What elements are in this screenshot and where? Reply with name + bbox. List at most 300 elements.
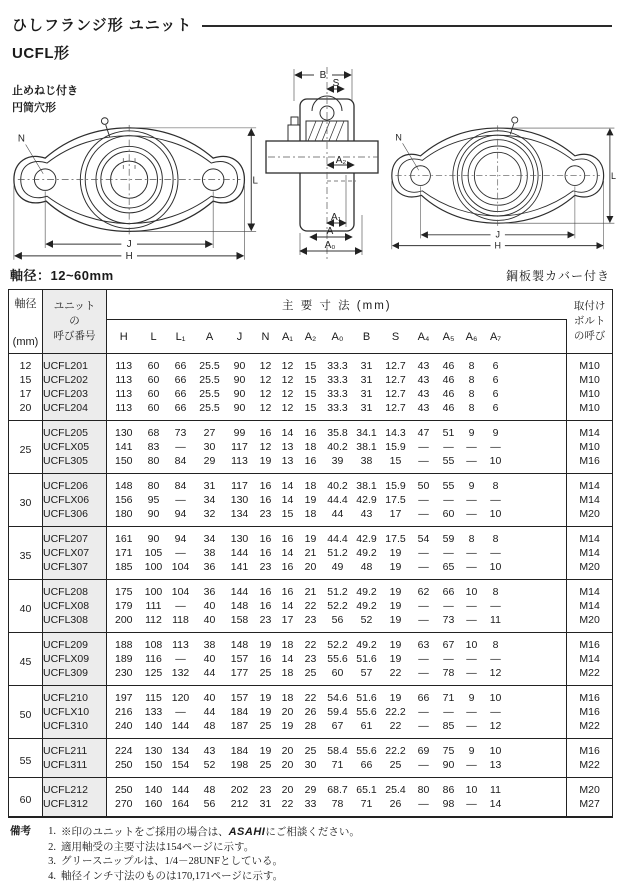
dimension-cell: —	[483, 546, 509, 560]
dimension-cell: 66	[167, 401, 195, 421]
shaft-diameter-cell: 45	[9, 633, 43, 686]
dimension-cell: 134	[225, 507, 255, 527]
dimension-cell: 99	[225, 421, 255, 441]
dimension-cell: 10	[461, 633, 483, 653]
dimension-cell: 240	[107, 719, 141, 739]
dimension-cell: 189	[107, 652, 141, 666]
dim-label-n: N	[395, 133, 401, 143]
dimension-cell: 12	[255, 354, 277, 374]
dimension-cell: 52	[195, 758, 225, 778]
dimension-cell: 12.7	[381, 354, 411, 374]
dimension-cell: 26	[381, 797, 411, 817]
table-row	[9, 546, 613, 560]
dimension-cell: 84	[167, 474, 195, 494]
table-row	[9, 739, 613, 759]
dimension-cell: —	[461, 440, 483, 454]
dimension-cell: 23	[255, 778, 277, 798]
dimension-cell: 19	[381, 599, 411, 613]
bolt-size-cell: M16	[567, 739, 613, 759]
dimension-cell: 23	[299, 652, 323, 666]
dimension-filler-cell	[509, 797, 567, 817]
dimension-cell: 9	[483, 421, 509, 441]
dimension-cell: 94	[167, 527, 195, 547]
unit-number-cell: UCFLX06	[43, 493, 107, 507]
dimension-cell: 65	[437, 560, 461, 580]
dimension-cell: —	[411, 719, 437, 739]
dimension-cell: 18	[277, 666, 299, 686]
unit-number-cell: UCFL206	[43, 474, 107, 494]
dim-label-a0: A₀	[325, 240, 336, 251]
variant-line-2: 円筒穴形	[12, 100, 78, 117]
dimension-cell: 150	[107, 454, 141, 474]
dimension-cell: 19	[381, 560, 411, 580]
dimension-cell: 158	[225, 613, 255, 633]
dim-col-header: A	[195, 320, 225, 354]
table-row	[9, 613, 613, 633]
dimension-cell: 10	[483, 686, 509, 706]
dimension-cell: 35.8	[323, 421, 353, 441]
dimension-cell: 6	[483, 354, 509, 374]
dimension-cell: 43	[411, 373, 437, 387]
dimension-cell: 19	[381, 633, 411, 653]
bolt-size-cell: M20	[567, 613, 613, 633]
front-view-cover-drawing	[388, 111, 620, 251]
dimension-filler-cell	[509, 613, 567, 633]
dimension-cell: 8	[461, 354, 483, 374]
dimension-cell: 154	[167, 758, 195, 778]
dimension-cell: 16	[299, 454, 323, 474]
bolt-size-cell: M14	[567, 599, 613, 613]
bolt-size-cell: M14	[567, 652, 613, 666]
note-head-spacer	[10, 855, 40, 870]
dimension-cell: 12	[255, 401, 277, 421]
dimension-cell: 46	[437, 373, 461, 387]
dimension-cell: 8	[461, 387, 483, 401]
dimension-cell: 68	[141, 421, 167, 441]
bolt-size-cell: M27	[567, 797, 613, 817]
unit-number-cell: UCFLX10	[43, 705, 107, 719]
dimension-filler-cell	[509, 373, 567, 387]
dimension-cell: 18	[299, 474, 323, 494]
dimension-cell: 16	[277, 560, 299, 580]
dimension-filler-cell	[509, 507, 567, 527]
dimension-cell: 90	[225, 354, 255, 374]
table-row	[9, 758, 613, 778]
dimension-cell: —	[461, 454, 483, 474]
dimension-cell: 14	[277, 546, 299, 560]
header-row-1	[9, 290, 613, 320]
dimension-cell: 31	[255, 797, 277, 817]
unit-number-cell: UCFL203	[43, 387, 107, 401]
dimension-cell: 18	[299, 440, 323, 454]
dimension-cell: 250	[107, 778, 141, 798]
bolt-header-line: 取付け	[567, 299, 612, 314]
dimension-cell: —	[411, 507, 437, 527]
dimension-cell: —	[411, 705, 437, 719]
dimension-cell: 144	[225, 580, 255, 600]
dimension-cell: —	[411, 652, 437, 666]
dimension-cell: 108	[141, 633, 167, 653]
dim-col-header: A₂	[299, 320, 323, 354]
dim-col-header: A₄	[411, 320, 437, 354]
dimension-cell: 55.6	[353, 705, 381, 719]
shaft-size-group	[9, 421, 613, 474]
dimension-cell: 25	[255, 758, 277, 778]
dimension-cell: 19	[381, 546, 411, 560]
dimension-cell: 14	[277, 474, 299, 494]
dimension-cell: 34	[195, 493, 225, 507]
dimension-cell: 63	[411, 633, 437, 653]
dimension-cell: 22.2	[381, 705, 411, 719]
dimension-cell: 20	[277, 739, 299, 759]
unit-header-line: の	[43, 314, 106, 329]
dimension-cell: —	[437, 546, 461, 560]
dimension-cell: —	[167, 652, 195, 666]
dimension-cell: 73	[167, 421, 195, 441]
dimension-cell: —	[411, 546, 437, 560]
dimension-cell: 14	[483, 797, 509, 817]
dimension-cell: —	[461, 613, 483, 633]
dimension-cell: 12	[255, 440, 277, 454]
dimension-cell: 80	[141, 454, 167, 474]
dimension-cell: 50	[411, 474, 437, 494]
dimension-cell: 90	[141, 527, 167, 547]
dimension-cell: 71	[323, 758, 353, 778]
dimension-cell: 141	[225, 560, 255, 580]
dimension-cell: 42.9	[353, 527, 381, 547]
dimension-cell: 40	[195, 652, 225, 666]
dimension-cell: 36	[195, 580, 225, 600]
unit-number-cell: UCFL201	[43, 354, 107, 374]
dimension-cell: 8	[461, 401, 483, 421]
dimension-cell: 23	[255, 507, 277, 527]
dimension-cell: 43	[411, 354, 437, 374]
dimension-filler-cell	[509, 387, 567, 401]
dimension-cell: 157	[225, 686, 255, 706]
dimension-cell: 36	[195, 560, 225, 580]
dimension-cell: —	[167, 705, 195, 719]
dimension-cell: 216	[107, 705, 141, 719]
dimension-cell: 14.3	[381, 421, 411, 441]
dimension-cell: 38.1	[353, 474, 381, 494]
dimension-cell: 100	[141, 580, 167, 600]
dimension-cell: 148	[225, 599, 255, 613]
dimension-cell: 90	[225, 373, 255, 387]
dimension-cell: 10	[483, 454, 509, 474]
dimension-cell: 20	[277, 778, 299, 798]
dimension-cell: 16	[255, 580, 277, 600]
unit-header-line: ユニット	[43, 299, 106, 314]
dimension-cell: 48	[195, 719, 225, 739]
dimension-cell: 140	[141, 778, 167, 798]
dimension-cell: 22	[299, 599, 323, 613]
dimension-cell: 6	[483, 401, 509, 421]
dimension-cell: 33.3	[323, 387, 353, 401]
dimension-cell: 59	[437, 527, 461, 547]
page-title: ひしフランジ形 ユニット	[12, 14, 192, 35]
table-row	[9, 719, 613, 739]
bolt-size-cell: M22	[567, 758, 613, 778]
bolt-size-cell: M14	[567, 421, 613, 441]
dim-label-j: J	[127, 239, 132, 250]
dimension-cell: 16	[255, 599, 277, 613]
dimension-cell: 112	[141, 613, 167, 633]
dimension-cell: 12.7	[381, 401, 411, 421]
front-view-drawing	[10, 109, 262, 262]
unit-number-cell: UCFL205	[43, 421, 107, 441]
table-row	[9, 580, 613, 600]
note-number: 3.	[40, 855, 56, 870]
dimension-cell: 175	[107, 580, 141, 600]
dimension-filler-cell	[509, 599, 567, 613]
dimension-cell: 104	[167, 560, 195, 580]
dimension-cell: 117	[225, 440, 255, 454]
dimension-cell: —	[167, 440, 195, 454]
dimension-cell: 17	[277, 613, 299, 633]
spec-table-header	[9, 290, 613, 354]
dimension-cell: 21	[299, 580, 323, 600]
dimension-cell: —	[437, 440, 461, 454]
dimension-cell: 187	[225, 719, 255, 739]
dimension-cell: 9	[461, 739, 483, 759]
unit-number-cell: UCFL311	[43, 758, 107, 778]
unit-header-line: 呼び番号	[43, 329, 106, 344]
dimension-cell: 23	[255, 560, 277, 580]
dimension-cell: 19	[277, 719, 299, 739]
unit-number-cell: UCFL210	[43, 686, 107, 706]
table-row	[9, 493, 613, 507]
dimension-cell: 12	[277, 373, 299, 387]
dimension-cell: 25.5	[195, 401, 225, 421]
dimension-cell: 15	[381, 454, 411, 474]
dimension-cell: 31	[353, 387, 381, 401]
dimension-cell: 71	[353, 797, 381, 817]
dim-col-header: A₇	[483, 320, 509, 354]
cover-note-label: 鋼板製カバー付き	[506, 267, 610, 284]
dimension-cell: 12	[255, 387, 277, 401]
note-line-2	[10, 841, 612, 856]
shaft-size-group	[9, 739, 613, 778]
dimension-cell: 164	[167, 797, 195, 817]
dimension-filler-cell	[509, 493, 567, 507]
dimension-cell: 15	[299, 387, 323, 401]
note-text: グリースニップルは、1/4－28UNFとしている。	[61, 855, 283, 870]
dimension-cell: 43	[353, 507, 381, 527]
dimension-cell: 44.4	[323, 493, 353, 507]
dimension-cell: 184	[225, 739, 255, 759]
note-line-3	[10, 855, 612, 870]
dimension-cell: 270	[107, 797, 141, 817]
unit-number-cell: UCFL209	[43, 633, 107, 653]
dimension-spec-table	[8, 289, 613, 818]
dimension-cell: 18	[299, 507, 323, 527]
dimension-cell: 125	[141, 666, 167, 686]
dimension-cell: 19	[255, 454, 277, 474]
dimension-cell: 132	[167, 666, 195, 686]
dimension-filler-cell	[509, 666, 567, 686]
dimension-filler-cell	[509, 633, 567, 653]
dimension-cell: 9	[461, 474, 483, 494]
dimension-cell: 185	[107, 560, 141, 580]
dimension-cell: 156	[107, 493, 141, 507]
dimension-cell: 116	[141, 652, 167, 666]
bolt-header-line: の呼び	[567, 329, 612, 344]
dimension-filler-cell	[509, 474, 567, 494]
dim-label-a1: A₁	[331, 212, 342, 223]
dimension-cell: 30	[299, 758, 323, 778]
dimension-cell: 98	[437, 797, 461, 817]
diagram-area	[8, 65, 612, 263]
dimension-cell: —	[167, 546, 195, 560]
note-head-spacer	[10, 841, 40, 856]
dimension-cell: 55.6	[353, 739, 381, 759]
dimension-filler-cell	[509, 354, 567, 374]
dimension-cell: 180	[107, 507, 141, 527]
dimension-cell: 46	[437, 387, 461, 401]
dimension-cell: 19	[255, 686, 277, 706]
dimension-cell: 23	[299, 613, 323, 633]
shaft-header-line: (mm)	[13, 336, 39, 348]
dimension-filler-cell	[509, 739, 567, 759]
dimension-cell: 19	[381, 652, 411, 666]
dimension-cell: 51.6	[353, 652, 381, 666]
dimension-cell: 212	[225, 797, 255, 817]
dimension-cell: 113	[225, 454, 255, 474]
dimension-cell: 16	[277, 527, 299, 547]
dim-col-filler	[509, 320, 567, 354]
dimension-cell: 49.2	[353, 599, 381, 613]
table-row	[9, 507, 613, 527]
note-text: 適用軸受の主要寸法は154ページに示す。	[61, 841, 254, 856]
dimension-cell: 31	[353, 373, 381, 387]
dimension-cell: 48	[195, 778, 225, 798]
dimension-cell: —	[411, 613, 437, 633]
dimension-cell: 12	[483, 666, 509, 686]
dimension-cell: 43	[411, 401, 437, 421]
dimension-cell: —	[483, 652, 509, 666]
dimension-cell: 20	[277, 758, 299, 778]
dimension-cell: —	[461, 666, 483, 686]
dimension-cell: 60	[323, 666, 353, 686]
note-line-1	[10, 825, 612, 841]
dimension-cell: 84	[167, 454, 195, 474]
dimension-cell: 12	[483, 719, 509, 739]
dimension-cell: 22	[277, 797, 299, 817]
variant-line-1: 止めねじ付き	[12, 83, 78, 100]
dimension-cell: 56	[195, 797, 225, 817]
dimension-cell: —	[461, 797, 483, 817]
dimension-cell: 12	[277, 401, 299, 421]
table-row	[9, 387, 613, 401]
dimension-cell: 40.2	[323, 440, 353, 454]
bolt-size-cell: M14	[567, 474, 613, 494]
dimension-cell: 130	[107, 421, 141, 441]
dim-col-header: J	[225, 320, 255, 354]
dimension-cell: 171	[107, 546, 141, 560]
dimension-cell: 144	[167, 778, 195, 798]
dimension-cell: 65.1	[353, 778, 381, 798]
table-row	[9, 633, 613, 653]
dimension-cell: 117	[225, 474, 255, 494]
dimension-filler-cell	[509, 401, 567, 421]
dimension-cell: 25.4	[381, 778, 411, 798]
dimension-cell: 54	[411, 527, 437, 547]
dimension-cell: 113	[107, 373, 141, 387]
dimension-cell: 86	[437, 778, 461, 798]
dimension-cell: 48	[353, 560, 381, 580]
dimension-cell: 9	[461, 686, 483, 706]
dimension-cell: 15	[299, 401, 323, 421]
section-view-drawing	[264, 65, 382, 261]
table-row	[9, 373, 613, 387]
dim-label-b: B	[320, 70, 327, 81]
dimension-cell: 16	[255, 421, 277, 441]
dimension-cell: 78	[323, 797, 353, 817]
dimension-cell: 19	[299, 493, 323, 507]
under-diagram-row	[8, 265, 612, 284]
dimension-cell: 12.7	[381, 373, 411, 387]
dimension-cell: 12	[255, 373, 277, 387]
dimension-cell: 113	[107, 354, 141, 374]
bolt-size-cell: M22	[567, 666, 613, 686]
dimension-cell: 23	[255, 613, 277, 633]
dimension-cell: 224	[107, 739, 141, 759]
table-row	[9, 705, 613, 719]
dimension-cell: 8	[461, 373, 483, 387]
bolt-size-cell: M14	[567, 493, 613, 507]
dimension-cell: 14	[277, 421, 299, 441]
shaft-diameter-cell: 17	[9, 387, 43, 401]
asahi-logo: ASAHI	[229, 826, 266, 838]
dimension-cell: 62	[411, 580, 437, 600]
dimension-cell: 25.5	[195, 373, 225, 387]
dimension-cell: 33.3	[323, 373, 353, 387]
note-text-post: にご相談ください。	[265, 827, 360, 838]
dim-col-header: A₁	[277, 320, 299, 354]
dimension-cell: 56	[323, 613, 353, 633]
dimension-cell: 54.6	[323, 686, 353, 706]
dimension-cell: 55.6	[323, 652, 353, 666]
dimension-cell: 198	[225, 758, 255, 778]
shaft-size-group	[9, 778, 613, 818]
dimension-cell: 16	[255, 474, 277, 494]
dimension-cell: 66	[167, 354, 195, 374]
table-row	[9, 354, 613, 374]
bolt-header-line: ボルト	[567, 314, 612, 329]
dimension-cell: 150	[141, 758, 167, 778]
dimension-filler-cell	[509, 778, 567, 798]
shaft-diameter-cell: 40	[9, 580, 43, 633]
dimension-cell: 13	[277, 440, 299, 454]
dimension-cell: 20	[277, 705, 299, 719]
notes-heading: 備考	[10, 825, 40, 841]
bolt-size-cell: M10	[567, 401, 613, 421]
unit-number-cell: UCFL307	[43, 560, 107, 580]
dimension-cell: 113	[107, 401, 141, 421]
dimension-cell: 90	[437, 758, 461, 778]
dimension-cell: 80	[141, 474, 167, 494]
table-row	[9, 666, 613, 686]
dimension-cell: —	[437, 705, 461, 719]
bolt-size-cell: M20	[567, 778, 613, 798]
dimension-filler-cell	[509, 758, 567, 778]
dim-col-header: B	[353, 320, 381, 354]
dim-label-n: N	[18, 134, 25, 145]
dimension-cell: 60	[141, 373, 167, 387]
unit-number-cell: UCFL211	[43, 739, 107, 759]
title-rule	[202, 25, 612, 27]
dimension-cell: 14	[277, 652, 299, 666]
